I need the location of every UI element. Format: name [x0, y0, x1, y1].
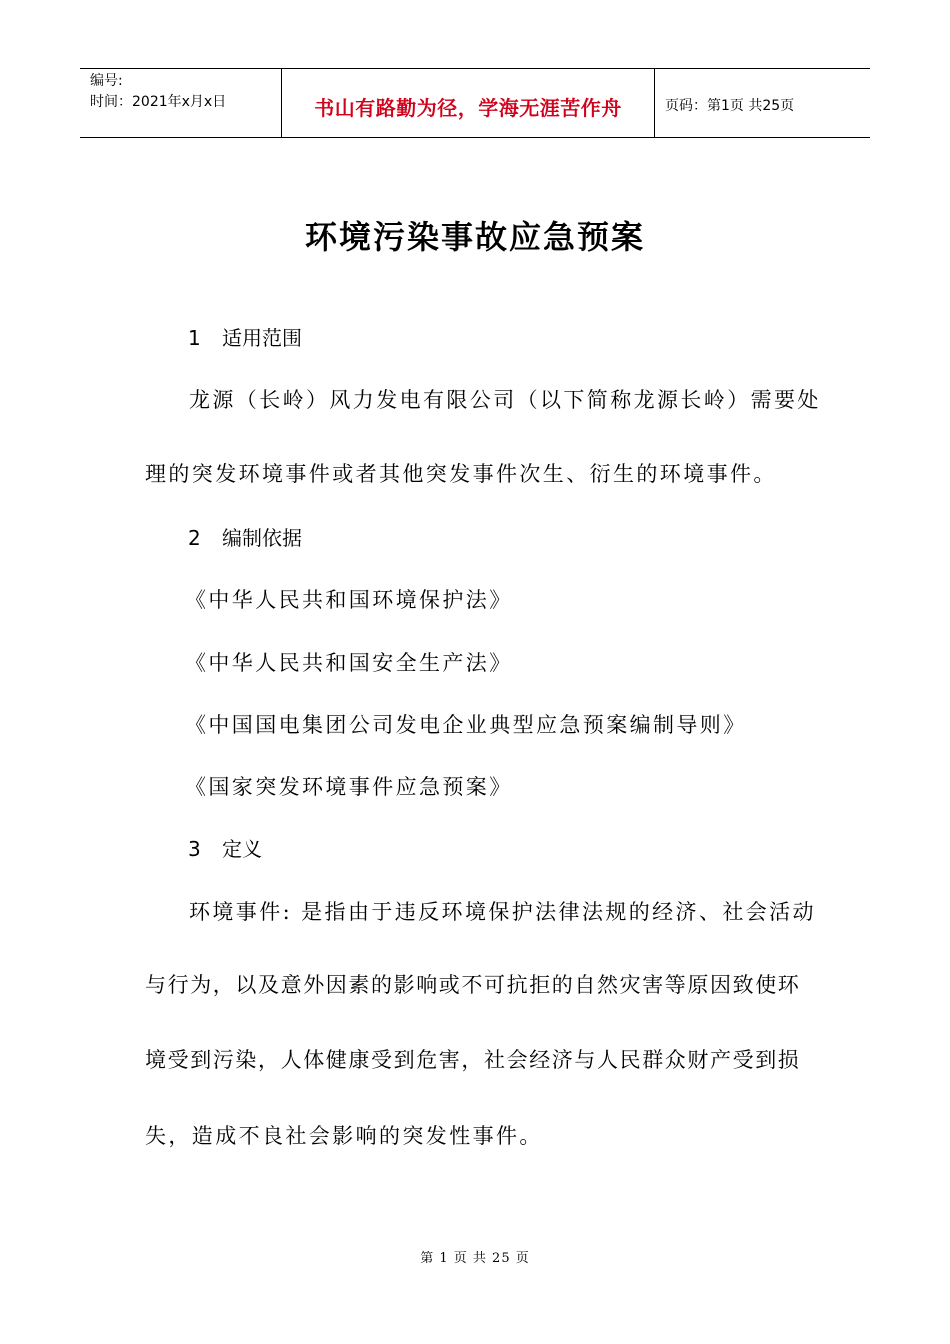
section-number: 2: [188, 526, 201, 550]
section-number: 1: [188, 326, 201, 350]
section-number: 3: [188, 837, 201, 861]
section-title: 适用范围: [222, 326, 302, 350]
page-title: 环境污染事故应急预案: [304, 218, 645, 256]
paragraph-line: 理的突发环境事件或者其他突发事件次生、衍生的环境事件。: [145, 462, 777, 486]
header-motto-cell: [282, 69, 655, 137]
law-reference: 《国家突发环境事件应急预案》: [185, 775, 513, 799]
time-label: 时间：2021年x月x日: [90, 94, 227, 110]
page-label: 页码：第1页 共25页: [665, 98, 795, 114]
header-page-cell: [655, 69, 870, 137]
paragraph-line: 环境事件: 是指由于违反环境保护法律法规的经济、社会活动: [189, 900, 816, 924]
section-heading-3: [188, 833, 262, 862]
law-reference: 《中华人民共和国环境保护法》: [185, 588, 513, 612]
section-heading-2: [188, 522, 302, 551]
paragraph-line: 境受到污染，人体健康受到危害，社会经济与人民群众财产受到损: [145, 1048, 801, 1072]
paragraph-line: 龙源（长岭）风力发电有限公司（以下简称龙源长岭）需要处: [189, 388, 821, 412]
motto: 书山有路勤为径，学海无涯苦作舟: [314, 95, 622, 120]
document-header: [80, 68, 870, 138]
law-reference: 《中华人民共和国安全生产法》: [185, 651, 513, 675]
header-meta: [80, 69, 282, 137]
section-heading-1: [188, 322, 302, 351]
section-title: 编制依据: [222, 526, 302, 550]
section-title: 定义: [222, 837, 262, 861]
number-label: 编号:: [90, 73, 123, 89]
page-footer: 第 1 页 共 25 页: [420, 1251, 530, 1266]
law-reference: 《中国国电集团公司发电企业典型应急预案编制导则》: [185, 713, 747, 737]
paragraph-line: 与行为，以及意外因素的影响或不可抗拒的自然灾害等原因致使环: [145, 973, 801, 997]
paragraph-line: 失，造成不良社会影响的突发性事件。: [145, 1124, 543, 1148]
